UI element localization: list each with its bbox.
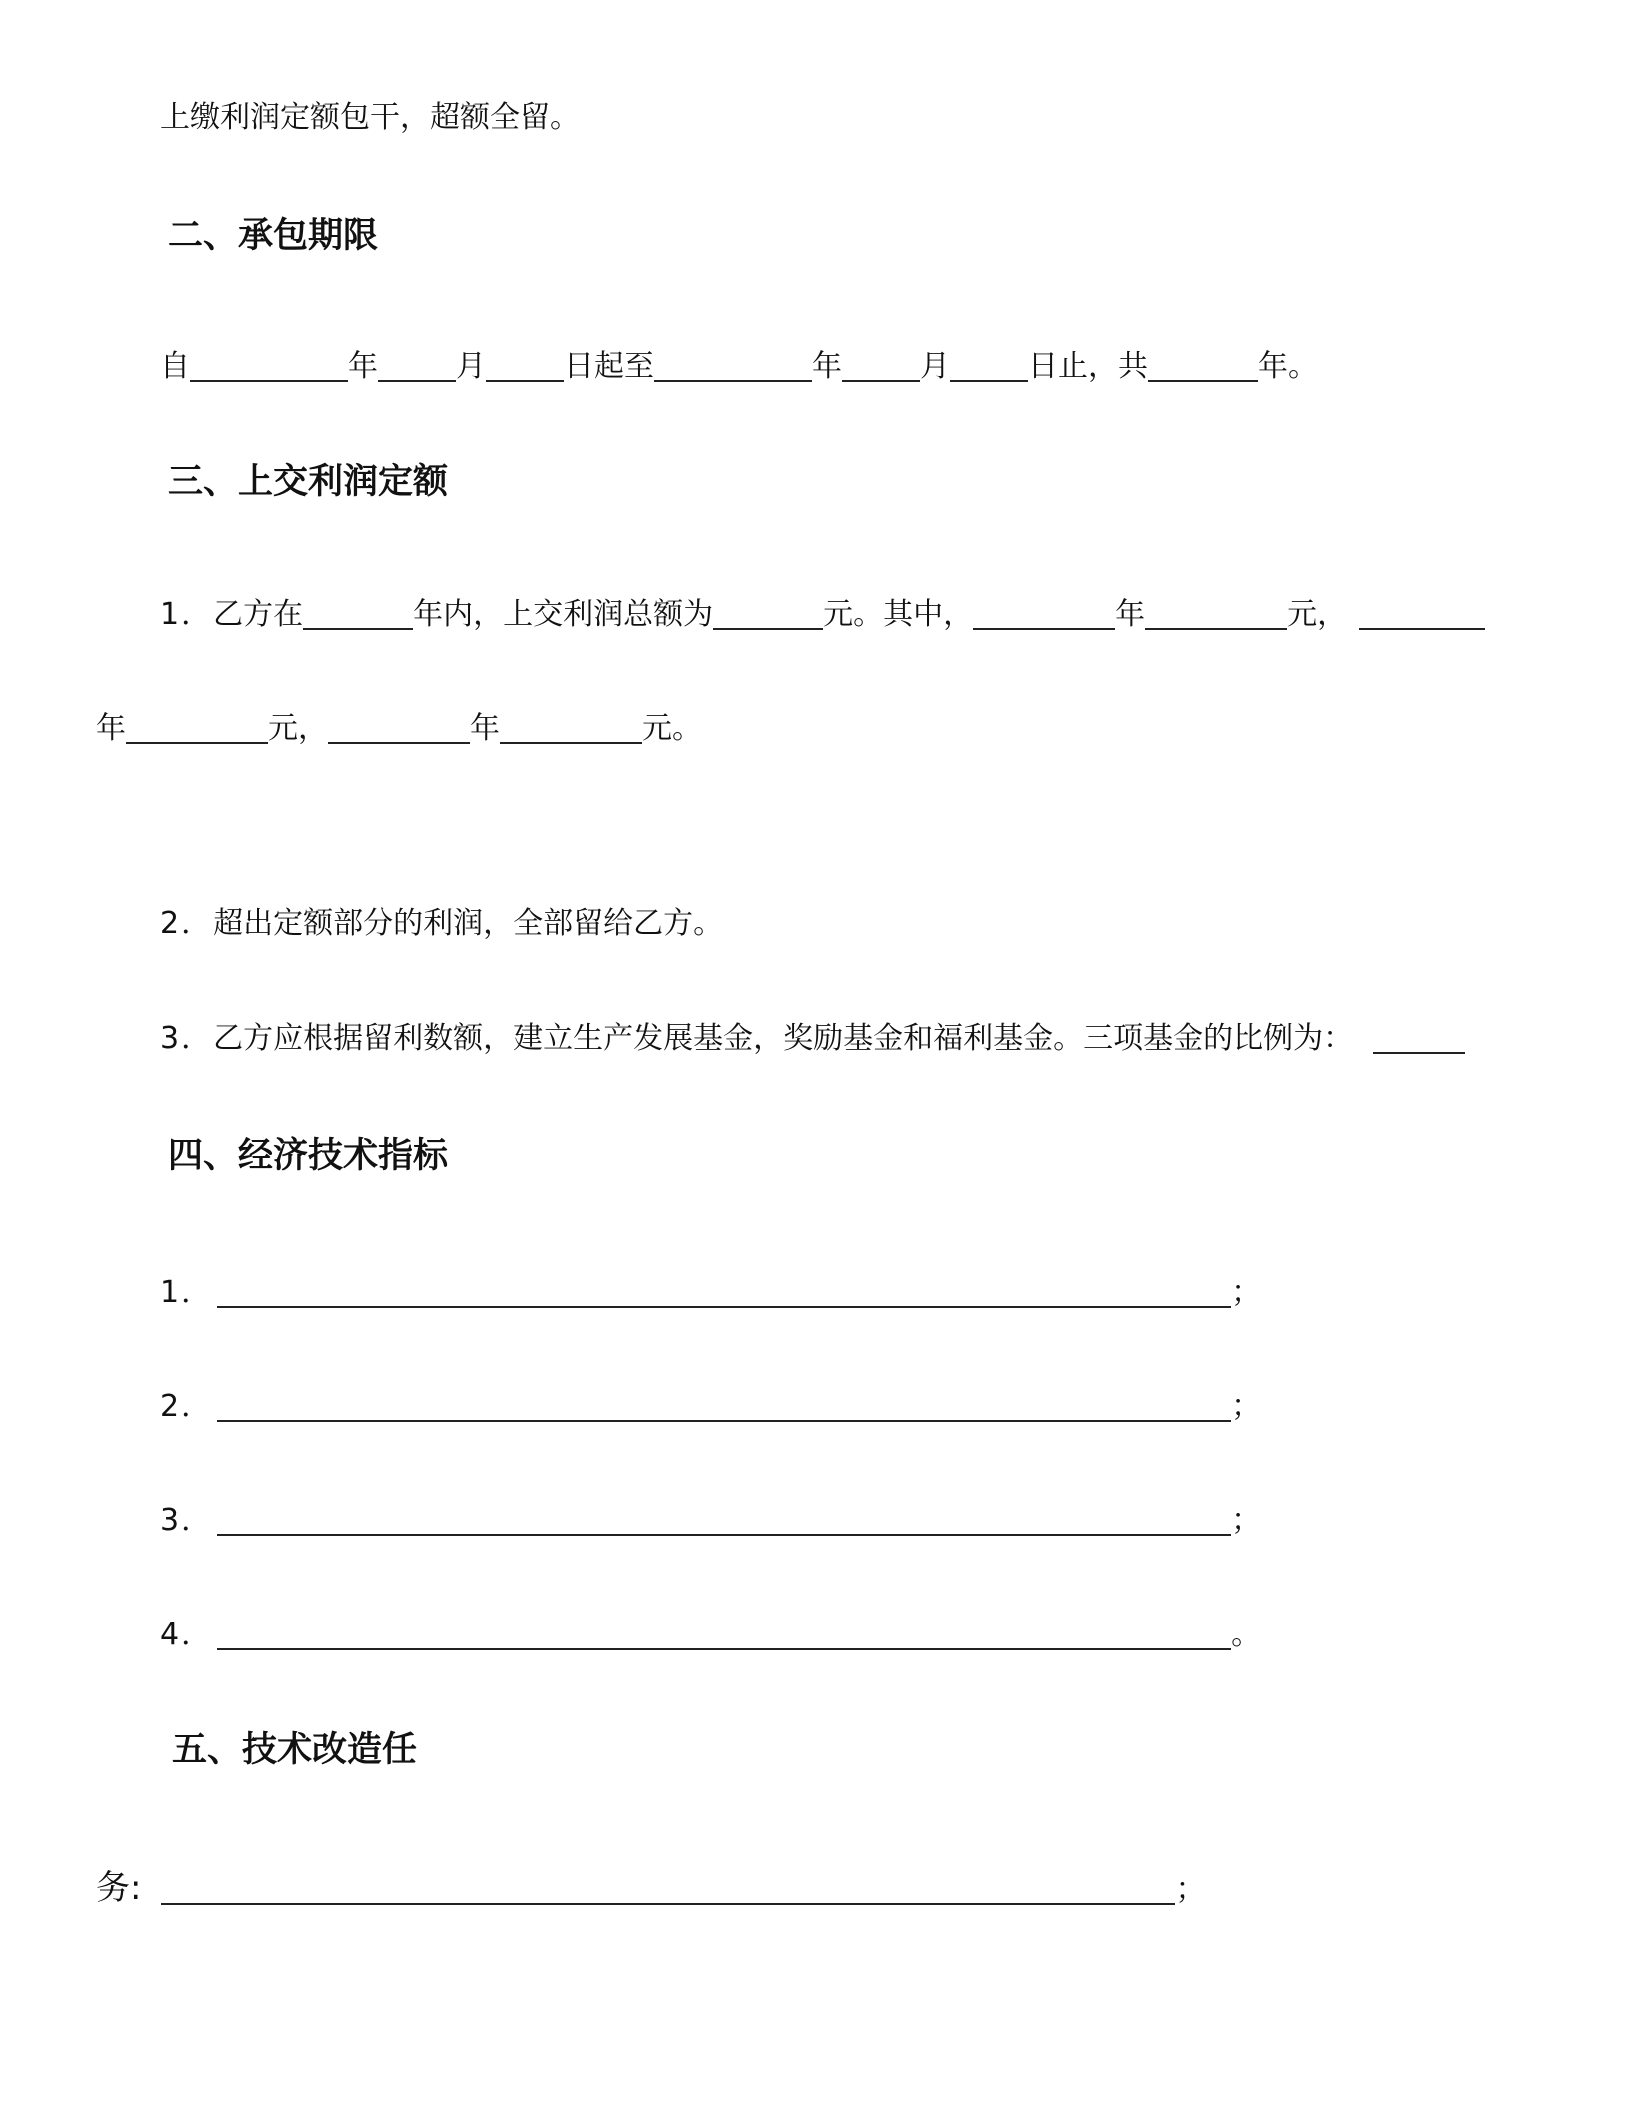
renovation-task-field[interactable] — [161, 1869, 1175, 1905]
line-end: ； — [1175, 1872, 1206, 1907]
item-text: 乙方应根据留利数额，建立生产发展基金，奖励基金和福利基金。三项基金的比例为： — [213, 1021, 1354, 1056]
party-label: 乙方在 — [213, 597, 304, 632]
indicator-4-field[interactable] — [217, 1614, 1231, 1650]
profit-item-1-line-1 — [160, 594, 1485, 635]
item-number: 4． — [160, 1617, 214, 1652]
year-label: 年 — [1115, 597, 1146, 632]
start-year-field[interactable] — [190, 346, 348, 382]
section-heading-economic-indicators: 四、经济技术指标 — [168, 1136, 449, 1176]
item-number: 1． — [160, 597, 214, 632]
indicator-3-field[interactable] — [217, 1500, 1231, 1536]
start-month-field[interactable] — [378, 346, 456, 382]
indicator-1-field[interactable] — [217, 1272, 1231, 1308]
intro-text: 上缴利润定额包干，超额全留。 — [160, 100, 580, 135]
renovation-task-line — [96, 1868, 1205, 1910]
year-label: 年 — [812, 349, 842, 384]
profit-item-2 — [160, 904, 723, 944]
day-from-label: 日起至 — [564, 349, 654, 384]
among-label: 元。其中， — [823, 597, 974, 632]
amount-c-field[interactable] — [500, 708, 642, 744]
end-day-field[interactable] — [950, 346, 1028, 382]
total-years-field[interactable] — [1148, 346, 1258, 382]
end-year-field[interactable] — [654, 346, 812, 382]
indicator-row — [160, 1500, 1261, 1541]
from-label: 自 — [160, 349, 190, 384]
year-label: 年 — [96, 711, 126, 746]
indicator-row — [160, 1386, 1261, 1427]
contract-period-line — [160, 346, 1318, 387]
item-number: 3． — [160, 1503, 214, 1538]
section-heading-technical-renovation: 五、技术改造任 — [172, 1730, 418, 1770]
profit-item-1-line-2 — [96, 708, 702, 749]
continuation-label: 务: — [96, 1868, 142, 1908]
start-day-field[interactable] — [486, 346, 564, 382]
fund-ratio-field[interactable] — [1373, 1018, 1465, 1054]
yuan-label: 元。 — [642, 711, 702, 746]
line-end: ； — [1231, 1503, 1262, 1538]
indicator-2-field[interactable] — [217, 1386, 1231, 1422]
year-c-field[interactable] — [328, 708, 470, 744]
month-label: 月 — [920, 349, 950, 384]
profit-item-3 — [160, 1018, 1465, 1059]
month-label: 月 — [456, 349, 486, 384]
item-text: 超出定额部分的利润，全部留给乙方。 — [213, 906, 724, 941]
item-number: 1． — [160, 1275, 214, 1310]
year-label: 年 — [470, 711, 500, 746]
day-to-label: 日止，共 — [1028, 349, 1148, 384]
item-number: 2． — [160, 906, 214, 941]
total-profit-label: 年内，上交利润总额为 — [413, 597, 714, 632]
total-profit-field[interactable] — [713, 594, 823, 630]
total-years-label: 年。 — [1258, 349, 1318, 384]
year-a-field[interactable] — [973, 594, 1115, 630]
indicator-row — [160, 1614, 1261, 1655]
amount-b-field[interactable] — [126, 708, 268, 744]
line-end: ； — [1231, 1275, 1262, 1310]
indicator-row — [160, 1272, 1261, 1313]
contract-years-field[interactable] — [303, 594, 413, 630]
item-number: 3． — [160, 1021, 214, 1056]
line-end: 。 — [1231, 1617, 1262, 1652]
section-heading-profit-quota: 三、上交利润定额 — [168, 462, 449, 502]
amount-a-field[interactable] — [1145, 594, 1287, 630]
line-end: ； — [1231, 1389, 1262, 1424]
year-label: 年 — [348, 349, 378, 384]
section-heading-contract-period: 二、承包期限 — [168, 216, 379, 256]
yuan-label: 元， — [268, 711, 328, 746]
item-number: 2． — [160, 1389, 214, 1424]
yuan-label: 元， — [1287, 597, 1348, 632]
end-month-field[interactable] — [842, 346, 920, 382]
year-b-field[interactable] — [1359, 594, 1485, 630]
